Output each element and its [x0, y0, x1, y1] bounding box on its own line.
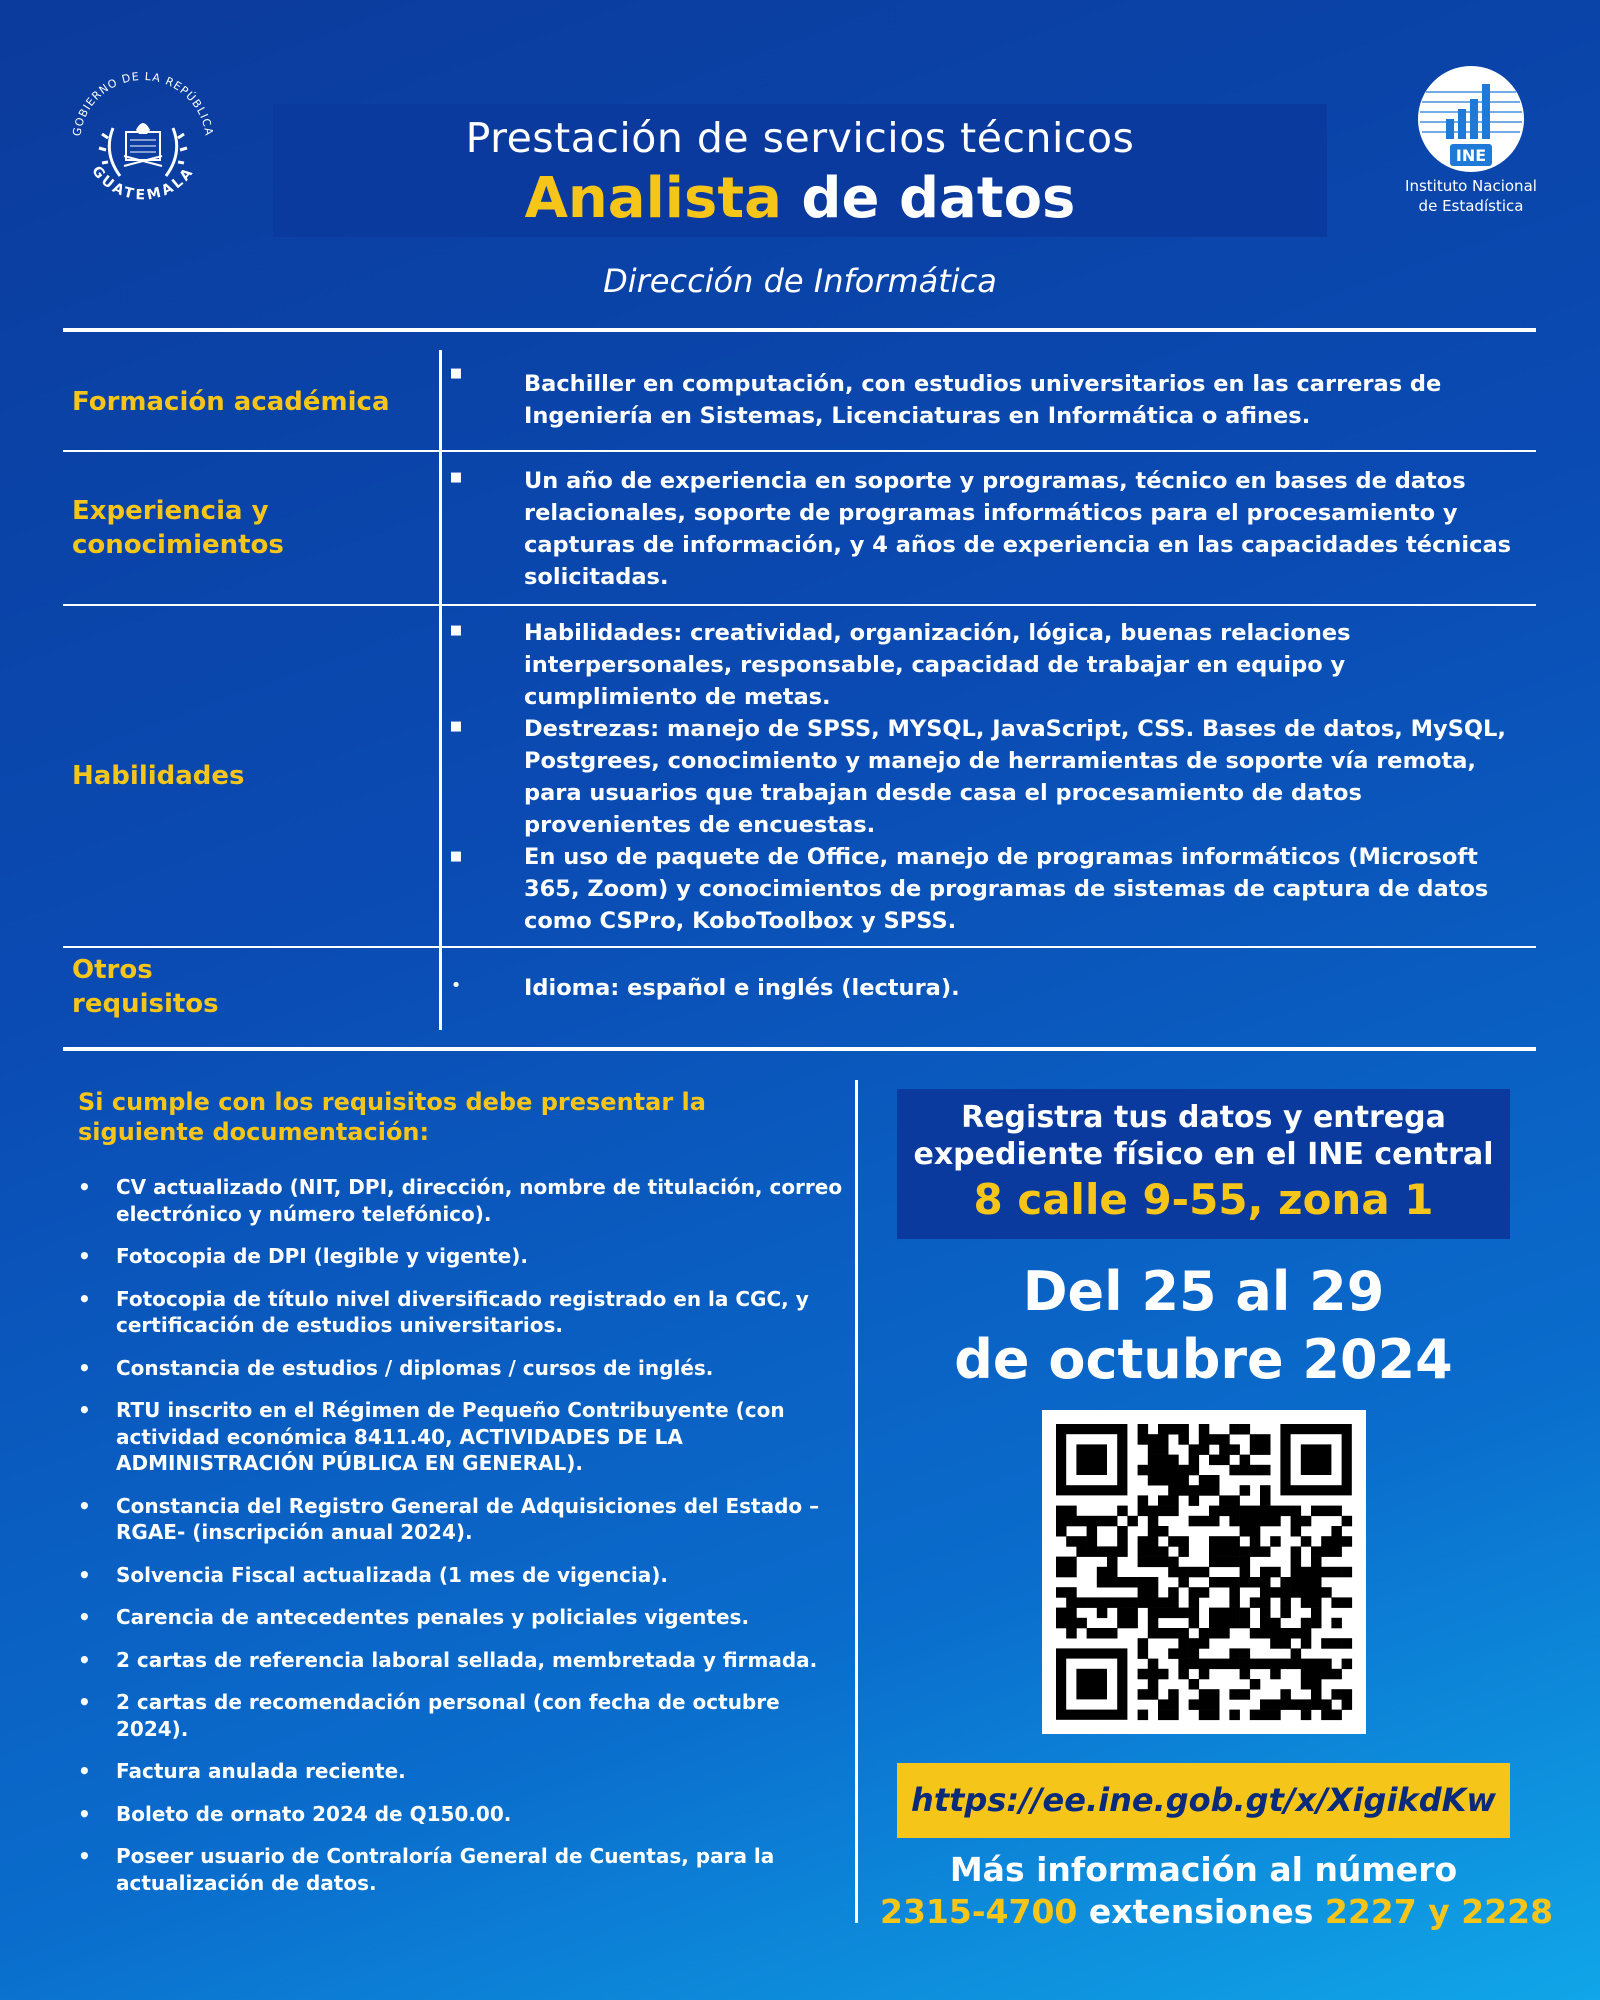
document-item: • Solvencia Fiscal actualizada (1 mes de vigencia).	[74, 1562, 844, 1589]
section-divider	[855, 1080, 858, 1923]
requirement-text: Habilidades: creatividad, organización, lógica, buenas relaciones interpersonales, responsable, capacidad de trabajar en equipo y cumplimiento de metas.	[524, 620, 1351, 710]
document-item: • Fotocopia de DPI (legible y vigente).	[74, 1243, 844, 1270]
extensions-word: extensiones	[1088, 1892, 1314, 1931]
requirement-text: Idioma: español e inglés (lectura).	[524, 975, 960, 1001]
row-divider	[63, 946, 1536, 948]
registration-line1: Registra tus datos y entrega	[961, 1100, 1446, 1135]
table-top-divider	[63, 328, 1536, 332]
documents-title: Si cumple con los requisitos debe presentar la siguiente documentación:	[78, 1088, 706, 1146]
registration-box	[897, 1089, 1510, 1239]
title-line1: Prestación de servicios técnicos	[465, 114, 1135, 162]
guatemala-seal	[58, 58, 228, 228]
document-item: • Constancia del Registro General de Adquisiciones del Estado –RGAE- (inscripción anual 2024).	[74, 1493, 844, 1546]
registration-text	[897, 1099, 1510, 1173]
bullet-square-icon: ■	[449, 366, 463, 381]
document-item: • CV actualizado (NIT, DPI, dirección, nombre de titulación, correo electrónico y número telefónico).	[74, 1174, 844, 1227]
ine-name-line2: de Estadística	[1418, 197, 1524, 215]
requirement-label: Otros requisitos	[72, 955, 219, 1019]
ine-name-line1: Instituto Nacional	[1405, 177, 1537, 195]
document-item: • 2 cartas de recomendación personal (con fecha de octubre 2024).	[74, 1689, 844, 1742]
registration-dates	[897, 1258, 1510, 1394]
requirement-label: Formación académica	[72, 387, 390, 417]
requirement-text: Un año de experiencia en soporte y programas, técnico en bases de datos relacionales, soporte de programas informáticos para el procesamiento y capturas de información, y 4 años de experiencia en las capacidades técnicas solicitadas.	[524, 468, 1512, 590]
bullet-square-icon: ■	[449, 470, 463, 485]
document-item: • Constancia de estudios / diplomas / cursos de inglés.	[74, 1355, 844, 1382]
document-item: • 2 cartas de referencia laboral sellada, membretada y firmada.	[74, 1647, 844, 1674]
extension-numbers: 2227 y 2228	[1324, 1892, 1554, 1931]
bullet-dot-icon: •	[450, 975, 462, 996]
ine-logo	[1416, 64, 1526, 174]
requirement-label: Experiencia y conocimientos	[72, 496, 284, 560]
title-word-yellow: Analista	[524, 166, 782, 231]
ine-name	[1388, 176, 1554, 216]
row-divider	[63, 450, 1536, 452]
seal-bottom-text: GUATEMALA	[88, 163, 198, 204]
document-item: • Fotocopia de título nivel diversificado registrado en la CGC, y certificación de estudios universitarios.	[74, 1286, 844, 1339]
requirement-text: Destrezas: manejo de SPSS, MYSQL, JavaScript, CSS. Bases de datos, MySQL, Postgrees, conocimiento y manejo de herramientas de soporte vía remota, para usuarios que trabajan desde casa el procesamiento de datos provenientes de encuestas.	[524, 716, 1506, 838]
bullet-square-icon: ■	[449, 623, 463, 638]
more-info-text: Más información al número	[949, 1850, 1458, 1889]
row-divider	[63, 604, 1536, 606]
documents-list	[74, 1174, 844, 1912]
qr-code[interactable]	[1042, 1410, 1366, 1734]
table-bottom-divider	[63, 1047, 1536, 1051]
requirement-label: Habilidades	[72, 761, 245, 791]
requirement-text: Bachiller en computación, con estudios universitarios en las carreras de Ingeniería en Sistemas, Licenciaturas en Informática o afines.	[524, 371, 1442, 429]
title-banner	[273, 104, 1327, 237]
phone-number: 2315-4700	[880, 1892, 1078, 1931]
document-item: • Poseer usuario de Contraloría General de Cuentas, para la actualización de datos.	[74, 1843, 844, 1896]
bullet-square-icon: ■	[449, 719, 463, 734]
document-item: • Factura anulada reciente.	[74, 1758, 844, 1785]
table-column-divider	[439, 350, 442, 1030]
document-item: • RTU inscrito en el Régimen de Pequeño Contribuyente (con actividad económica 8411.40, ACTIVIDADES DE LA ADMINISTRACIÓN PÚBLICA EN GENERAL).	[74, 1397, 844, 1477]
seal-top-text: GOBIERNO DE LA REPÚBLICA	[70, 69, 216, 138]
requirement-text: En uso de paquete de Office, manejo de programas informáticos (Microsoft 365, Zoom) y conocimientos de programas de sistemas de captura de datos como CSPro, KoboToolbox y SPSS.	[524, 844, 1489, 934]
registration-url-link[interactable]: https://ee.ine.gob.gt/x/XigikdKw	[911, 1781, 1496, 1819]
title-word-white: de datos	[801, 166, 1076, 231]
dates-line2: de octubre 2024	[954, 1328, 1453, 1391]
dates-line1: Del 25 al 29	[1022, 1260, 1385, 1323]
document-item: • Boleto de ornato 2024 de Q150.00.	[74, 1801, 844, 1828]
svg-text:GUATEMALA	[88, 163, 198, 203]
phone-info	[880, 1892, 1554, 1931]
department-subtitle: Dirección de Informática	[603, 262, 997, 300]
registration-url-box[interactable]	[897, 1763, 1510, 1838]
bullet-square-icon: ■	[449, 849, 463, 864]
registration-line2: expediente físico en el INE central	[913, 1137, 1494, 1172]
registration-address: 8 calle 9-55, zona 1	[973, 1175, 1434, 1224]
title-line2	[273, 166, 1327, 231]
ine-logo-text: INE	[1455, 146, 1487, 165]
document-item: • Carencia de antecedentes penales y policiales vigentes.	[74, 1604, 844, 1631]
